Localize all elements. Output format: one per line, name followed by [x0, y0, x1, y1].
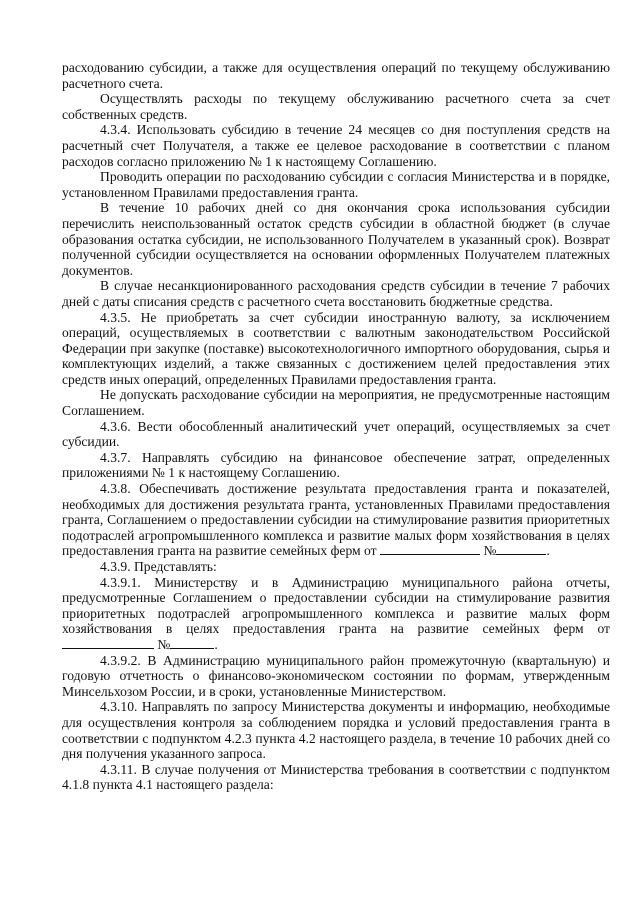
- paragraph-4-3-6: 4.3.6. Вести обособленный аналитический учет операций, осуществляемых за счет субсидии.: [62, 418, 610, 450]
- document-page: [62, 60, 610, 793]
- paragraph-4-3-4: 4.3.4. Использовать субсидию в течение 24 месяцев со дня поступления средств на расчетный счет Получателя, а также ее целевое расходование в соответствии с планом расходов согласно приложению № 1 к настоящему Соглашению.: [62, 122, 610, 169]
- paragraph-operations-consent: Проводить операции по расходованию субсидии с согласия Министерства и в порядке, установленном Правилами предоставления гранта.: [62, 169, 610, 200]
- paragraph-continuation: расходованию субсидии, а также для осуществления операций по текущему обслуживанию расчетного счета.: [62, 60, 610, 91]
- date-blank: [380, 543, 480, 555]
- date-blank: [62, 637, 154, 649]
- paragraph-unused-balance: В течение 10 рабочих дней со дня окончания срока использования субсидии перечислить неиспользованный остаток средств субсидии в областной бюджет (в случае образования остатка субсидии, не использованного Получателем в указанный срок). Возврат полученной субсидии осуществляется на основании оформленных Получателем платежных документов.: [62, 200, 610, 278]
- paragraph-4-3-9: 4.3.9. Представлять:: [100, 559, 217, 574]
- number-sign: №: [483, 543, 497, 559]
- number-blank: [496, 543, 546, 555]
- paragraph-4-3-9-1-text: 4.3.9.1. Министерству и в Администрацию муниципального района отчеты, предусмотренные Соглашением о предоставлении субсидии на стимулирование развития приоритетных подотраслей агропромышленного комплекса и развитие малых форм хозяйствования в целях предоставления гранта на развитие семейных ферм от: [62, 574, 610, 637]
- number-blank: [170, 637, 214, 649]
- number-sign: №: [157, 636, 171, 652]
- paragraph-unauthorized-spending: В случае несанкционированного расходования средств субсидии в течение 7 рабочих дней с даты списания средств с расчетного счета восстановить бюджетные средства.: [62, 278, 610, 309]
- paragraph-no-other-activities: Не допускать расходование субсидии на мероприятия, не предусмотренные настоящим Соглашением.: [62, 387, 610, 419]
- paragraph-4-3-7: 4.3.7. Направлять субсидию на финансовое обеспечение затрат, определенных приложениями № 1 к настоящему Соглашению.: [62, 449, 610, 481]
- paragraph-end: .: [214, 636, 218, 652]
- paragraph-4-3-9-2: 4.3.9.2. В Администрацию муниципального район промежуточную (квартальную) и годовую отчетность о финансово-экономическом состоянии по формам, утвержденным Минсельхозом России, и в сроки, установленные Министерством.: [62, 652, 610, 699]
- paragraph-4-3-5: 4.3.5. Не приобретать за счет субсидии иностранную валюту, за исключением операций, осуществляемых в соответствии с валютным законодательством Российской Федерации при закупке (поставке) высокотехнологичного импортного оборудования, сырья и комплектующих изделий, а также связанных с достижением целей предоставления этих средств иных операций, определенных Правилами предоставления гранта.: [62, 309, 610, 387]
- paragraph-4-3-8-text: 4.3.8. Обеспечивать достижение результата предоставления гранта и показателей, необходимых для достижения результата гранта, установленных Правилами предоставления гранта, Соглашением о предоставлении субсидии на стимулирование развития приоритетных подотраслей агропромышленного комплекса и развитие малых форм хозяйствования в целях предоставления гранта на развитие семейных ферм от: [62, 481, 610, 559]
- paragraph-4-3-8: [62, 481, 610, 559]
- paragraph-own-funds: Осуществлять расходы по текущему обслуживанию расчетного счета за счет собственных средств.: [62, 91, 610, 122]
- paragraph-4-3-9-1: [62, 575, 610, 653]
- paragraph-4-3-11: 4.3.11. В случае получения от Министерства требования в соответствии с подпунктом 4.1.8 пункта 4.1 настоящего раздела:: [62, 761, 610, 793]
- paragraph-end: .: [546, 543, 550, 559]
- paragraph-4-3-10: 4.3.10. Направлять по запросу Министерства документы и информацию, необходимые для осуществления контроля за соблюдением порядка и условий предоставления гранта в соответствии с подпунктом 4.2.3 пункта 4.2 настоящего раздела, в течение 10 рабочих дней со дня получения указанного запроса.: [62, 699, 610, 762]
